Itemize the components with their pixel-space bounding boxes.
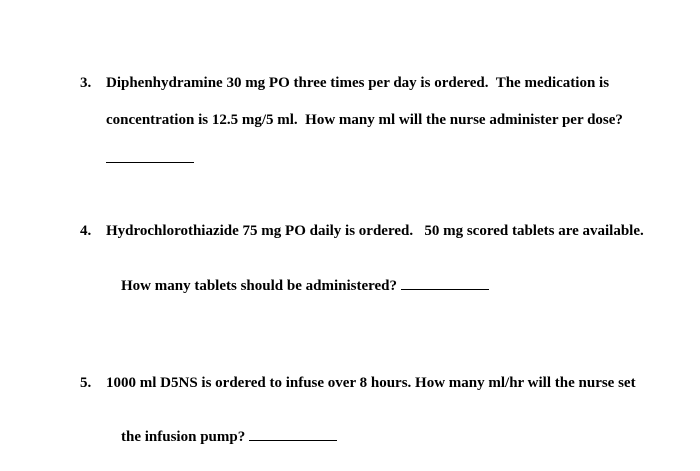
question-5-number: 5. bbox=[80, 375, 92, 391]
question-5-line-2-wrapper bbox=[106, 410, 337, 464]
question-3-text-line-1: Diphenhydramine 30 mg PO three times per day is ordered. The medication is bbox=[106, 75, 610, 91]
question-4-text-line-1: Hydrochlorothiazide 75 mg PO daily is ordered. 50 mg scored tablets are available. bbox=[106, 223, 644, 239]
question-3-number: 3. bbox=[80, 75, 92, 91]
question-5-text-line-2: the infusion pump? bbox=[121, 429, 246, 445]
question-3-answer-blank[interactable] bbox=[106, 162, 194, 163]
question-4-answer-blank[interactable] bbox=[401, 288, 489, 290]
question-5-text-line-1: 1000 ml D5NS is ordered to infuse over 8 hours. How many ml/hr will the nurse set bbox=[106, 375, 636, 391]
question-4-line-2-wrapper bbox=[106, 259, 489, 313]
question-4-number: 4. bbox=[80, 223, 92, 239]
question-5-answer-blank[interactable] bbox=[249, 439, 337, 441]
question-3-text-line-2: concentration is 12.5 mg/5 ml. How many ml will the nurse administer per dose? bbox=[106, 112, 623, 128]
question-4-text-line-2: How many tablets should be administered? bbox=[121, 278, 398, 294]
